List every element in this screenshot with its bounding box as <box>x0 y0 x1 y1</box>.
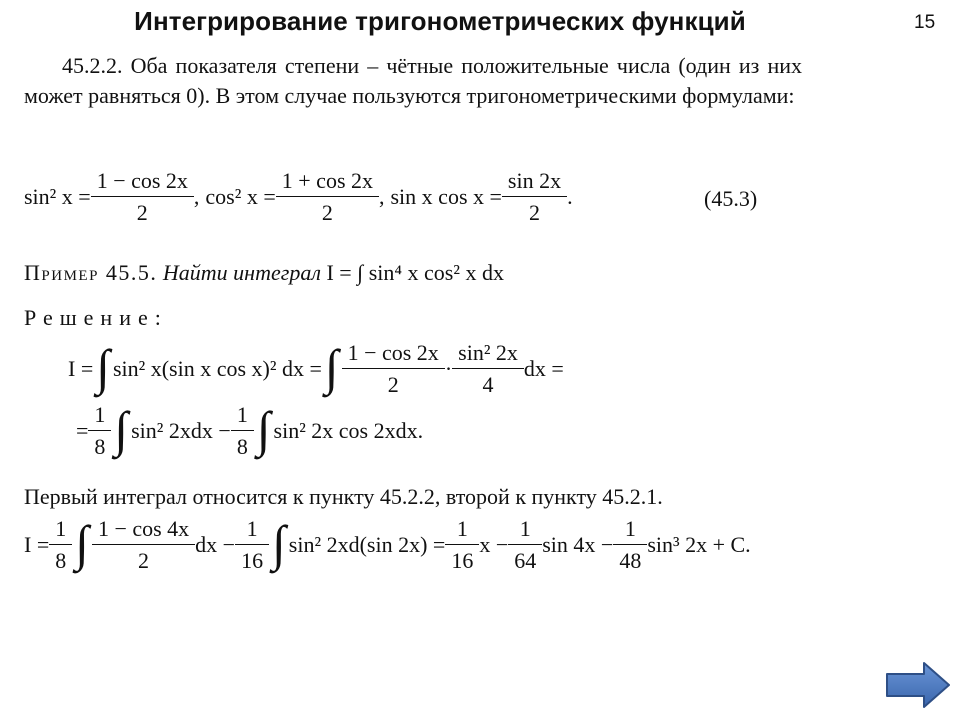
fraction: $\frac{1}{8}$ <box>52 516 69 574</box>
result-line <box>24 516 751 574</box>
math-text: dx = <box>523 356 564 381</box>
fraction: $\frac{1}{8}$ <box>91 402 108 460</box>
math-text: = <box>76 418 89 443</box>
fraction: $\frac{\sin 2x}{2}$ <box>505 168 564 226</box>
fraction: $\frac{1}{16}$ <box>238 516 266 574</box>
example-heading <box>24 260 504 286</box>
integral-sign: ∫ <box>75 515 89 571</box>
math-text: sin² x(sin x cos x)² dx = <box>112 356 322 381</box>
math-text: sin² 2xd(sin 2x) = <box>288 532 446 557</box>
example-formula: I = ∫ sin⁴ x cos² x dx <box>326 260 504 285</box>
integral-sign: ∫ <box>256 401 271 457</box>
math-text: sin² 2x cos 2xdx. <box>273 418 424 443</box>
integral-sign: ∫ <box>272 515 286 571</box>
math-text: sin 4x − <box>542 532 614 557</box>
page-number: 15 <box>914 12 936 33</box>
solution-label: Решение: <box>24 305 168 330</box>
note-text: Первый интеграл относится к пункту 45.2.2, второй к пункту 45.2.1. <box>24 484 663 509</box>
math-text: · <box>444 356 453 381</box>
formula-sincos-lhs: sin x cos x = <box>390 184 502 209</box>
integral-sign: ∫ <box>114 401 129 457</box>
solution-line-1 <box>68 340 564 398</box>
math-text: I = <box>68 356 94 381</box>
math-text: sin³ 2x + C. <box>647 532 751 557</box>
math-text: x − <box>479 532 509 557</box>
math-text: dx − <box>195 532 236 557</box>
next-slide-button[interactable] <box>884 660 952 710</box>
fraction: $\frac{1}{8}$ <box>234 402 251 460</box>
fraction: $\frac{1 - \cos 4x}{2}$ <box>95 516 192 574</box>
fraction: $\frac{1}{64}$ <box>511 516 539 574</box>
math-text: I = <box>24 532 50 557</box>
fraction: $\frac{1 - \cos 2x}{2}$ <box>345 340 442 398</box>
formula-45-3: sin² x = $\frac{1 - \cos 2x}{2}$ , cos² x = $\frac{1 + \cos 2x}{2}$ , sin x cos x = $\frac{\sin 2x}{2}$ . <box>24 168 573 225</box>
paragraph-text: 45.2.2. Оба показателя степени – чётные положительные числа (один из них может равняться 0). В этом случае пользуются тригонометрическими формулами: <box>24 53 802 108</box>
math-text: sin² 2xdx − <box>131 418 231 443</box>
example-task: Найти интеграл <box>162 260 321 285</box>
fraction: $\frac{1 - \cos 2x}{2}$ <box>94 168 191 226</box>
fraction: $\frac{1 + \cos 2x}{2}$ <box>279 168 376 226</box>
integral-sign: ∫ <box>96 339 110 395</box>
formula-sin2-lhs: sin² x = <box>24 184 91 209</box>
fraction: $\frac{1}{16}$ <box>448 516 476 574</box>
integral-sign: ∫ <box>324 339 339 395</box>
theory-paragraph <box>24 51 802 111</box>
formula-cos2-lhs: cos² x = <box>205 184 276 209</box>
page-title: Интегрирование тригонометрических функций <box>134 6 746 36</box>
equation-number: (45.3) <box>704 186 758 211</box>
solution-line-2 <box>76 402 423 460</box>
example-label: Пример 45.5. <box>24 260 158 285</box>
arrow-right-icon <box>884 660 952 710</box>
fraction: $\frac{\text{sin² 2x}}{4}$ <box>455 340 521 398</box>
fraction: $\frac{1}{48}$ <box>616 516 644 574</box>
